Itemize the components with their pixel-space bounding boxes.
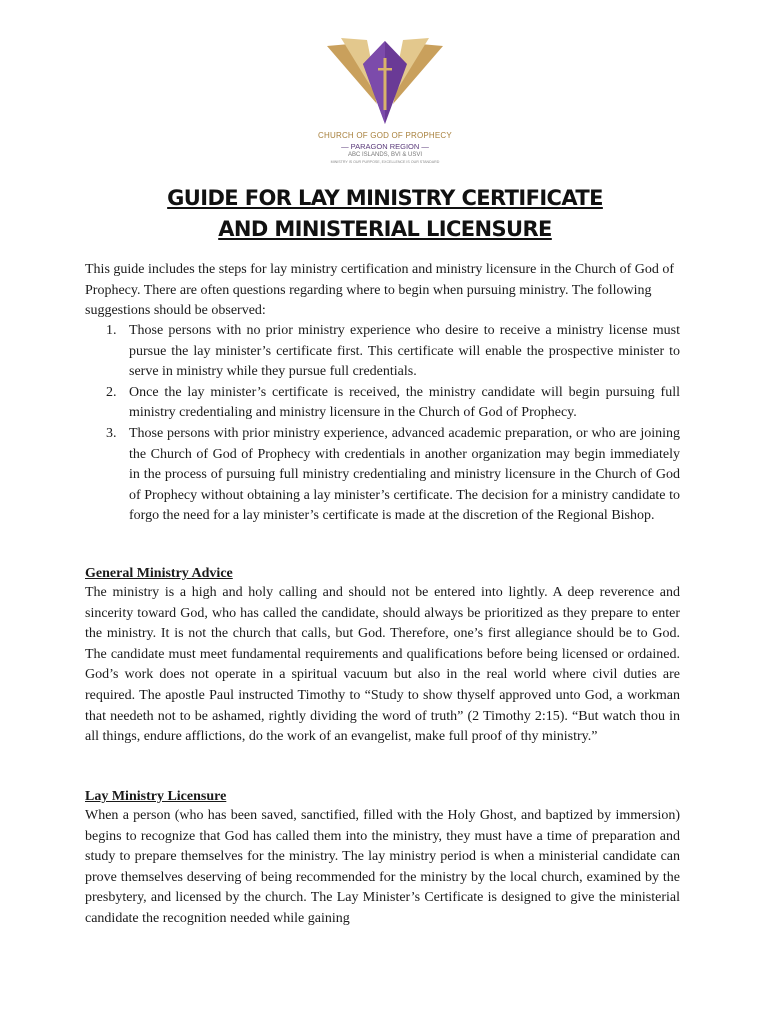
list-item-text: Once the lay minister’s certificate is received, the ministry candidate will begin pursuing full ministry credentialing and ministry licensure in the Church of God of Prophecy. <box>129 384 680 421</box>
general-advice-heading: General Ministry Advice <box>85 566 233 581</box>
lay-licensure-heading: Lay Ministry Licensure <box>85 789 227 804</box>
document-title <box>80 183 690 245</box>
general-advice-paragraph: The ministry is a high and holy calling and should not be entered into lightly. A deep reverence and sincerity toward God, who has called the candidate, should always be prioritized as they prepare to enter the ministry. It is not the church that calls, but God. Therefore, one’s first allegiance should be to God. The candidate must meet fundamental requirements and qualifications before being licensed or ordained. God’s work does not operate in a spiritual vacuum but also in the real world where civil duties are required. The apostle Paul instructed Timothy to “Study to show thyself approved unto God, a workman that needeth not to be ashamed, rightly dividing the word of truth” (2 Timothy 2:15). “But watch thou in all things, endure afflictions, do the work of an evangelist, make full proof of thy ministry.” <box>85 585 680 745</box>
org-motto: MINISTRY IS OUR PURPOSE, EXCELLENCE IS OUR STANDARD <box>330 160 440 164</box>
list-item-number: 2. <box>106 384 117 400</box>
lay-licensure-paragraph: When a person (who has been saved, sanctified, filled with the Holy Ghost, and baptized by immersion) begins to recognize that God has called them into the ministry, they must have a time of preparation and study to prepare themselves for the ministry. The lay ministry period is when a ministerial candidate can prove themselves deserving of being recommended for the ministry by the local church, examined by the presbytery, and licensed by the church. The Lay Minister’s Certificate is designed to give the ministerial candidate the recognition needed while gaining <box>85 808 680 926</box>
org-islands: ABC ISLANDS, BVI & USVI <box>347 152 423 158</box>
steps-list <box>85 321 680 527</box>
diamond-cross-emblem-icon <box>327 38 443 130</box>
org-name: CHURCH OF GOD OF PROPHECY <box>318 131 452 140</box>
title-line-2: AND MINISTERIAL LICENSURE <box>218 217 552 241</box>
list-item-text: Those persons with prior ministry experience, advanced academic preparation, or who are joining the Church of God of Prophecy with credentials in another organization may begin immediately in the process of pursuing full ministry credentialing and ministry licensure in the Church of God of Prophecy without obtaining a lay minister’s certificate. The decision for a ministry candidate to forgo the need for a lay minister’s certificate is made at the discretion of the Regional Bishop. <box>129 425 680 524</box>
church-logo <box>315 38 455 168</box>
list-item <box>85 321 680 383</box>
list-item-text: Those persons with no prior ministry experience who desire to receive a ministry license must pursue the lay minister’s certificate first. This certificate will enable the prospective minister to serve in ministry while they pursue full credentials. <box>129 323 680 380</box>
title-line-1: GUIDE FOR LAY MINISTRY CERTIFICATE <box>167 186 603 210</box>
list-item-number: 3. <box>106 425 117 441</box>
list-item-number: 1. <box>106 323 117 338</box>
list-item <box>85 383 680 424</box>
intro-paragraph: This guide includes the steps for lay ministry certification and ministry licensure in the Church of God of Prophecy. There are often questions regarding where to begin when pursuing ministry. The following suggestions should be observed: <box>85 262 675 319</box>
list-item <box>85 424 680 527</box>
org-region: — PARAGON REGION — <box>341 142 429 151</box>
